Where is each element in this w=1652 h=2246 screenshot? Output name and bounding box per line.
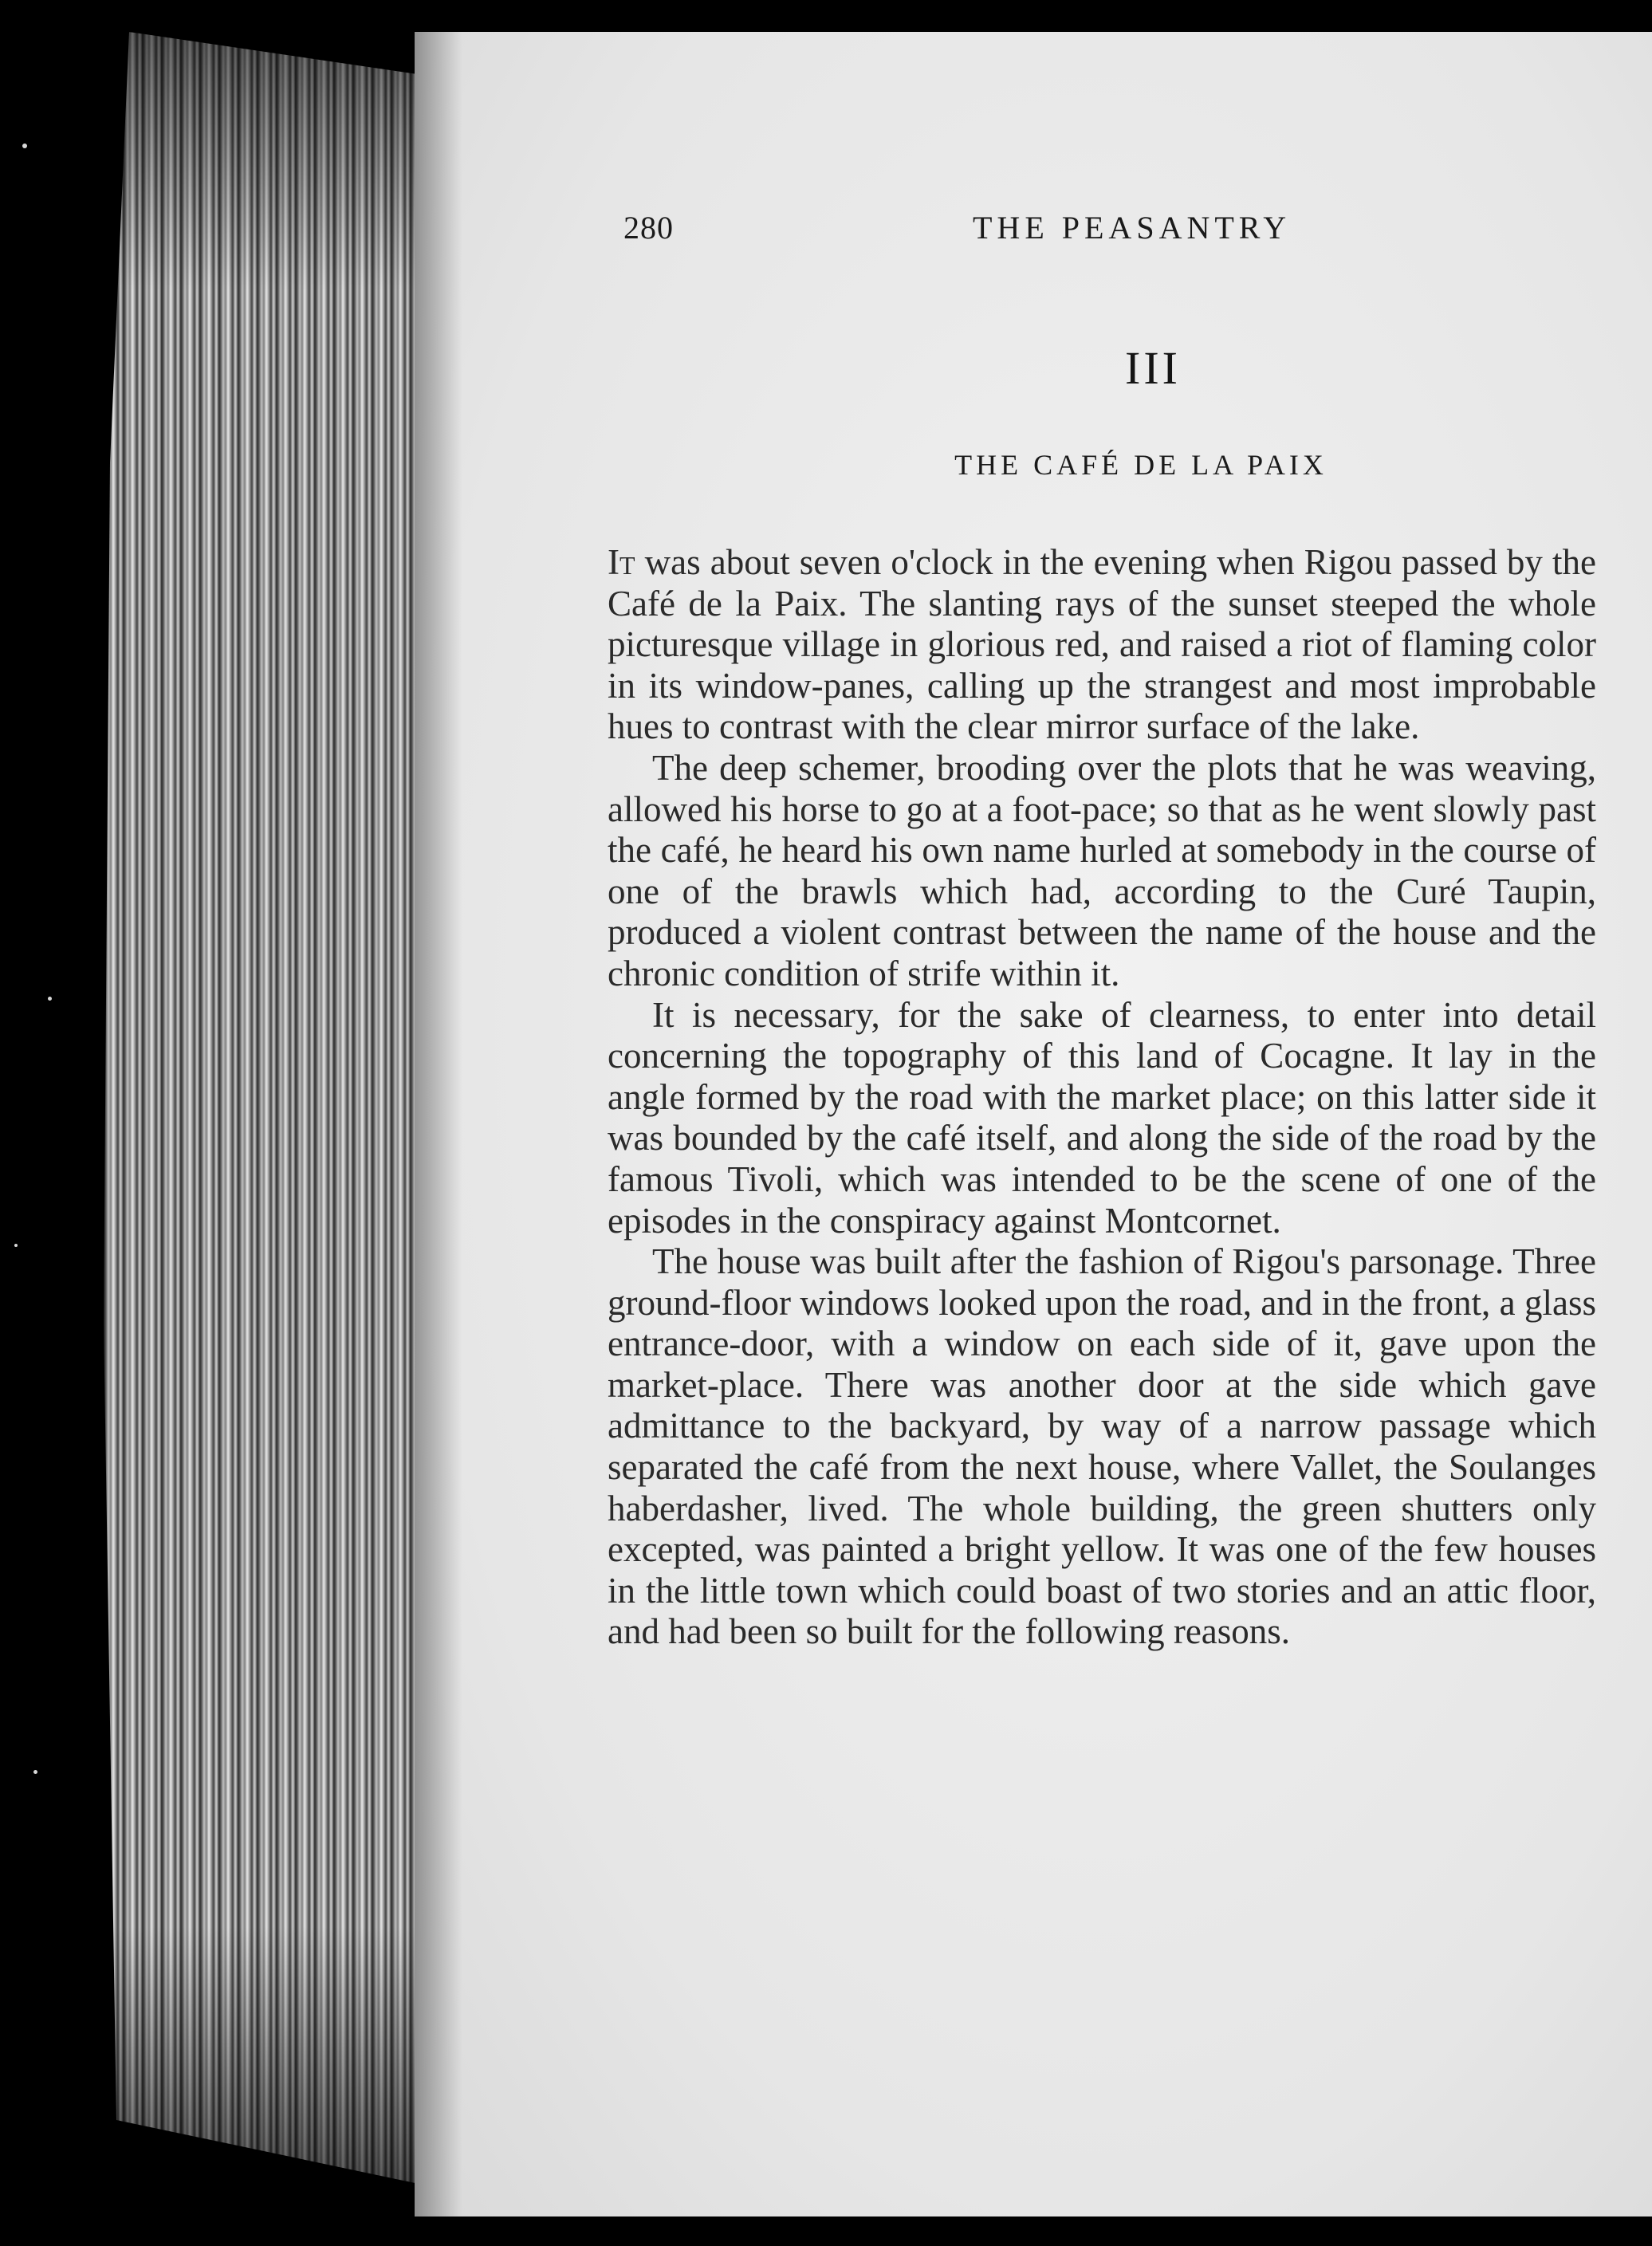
chapter-title: THE CAFÉ DE LA PAIX	[954, 449, 1328, 481]
scan-speck	[14, 1244, 18, 1247]
chapter-number: III	[1125, 342, 1181, 394]
page-surface	[415, 32, 1652, 2216]
paragraph-1	[608, 542, 1596, 748]
page-number: 280	[623, 210, 674, 246]
paragraph-1-text: was about seven o'clock in the evening when Rigou passed by the Café de la Paix. The slanting rays of the sunset steeped the whole picturesque village in glorious red, and raised a riot of flaming color in its window-panes, calling up the strangest and most improbable hues to contrast with the clear mirror surface of the lake.	[608, 542, 1596, 747]
book-page-edges	[104, 32, 423, 2185]
paragraph-2: The deep schemer, brooding over the plots that he was weaving, allowed his horse to go at a foot-pace; so that as he went slowly past the café, he heard his own name hurled at somebody in the course of one of the brawls which had, according to the Curé Taupin, produced a violent contrast between the name of the house and the chronic condition of strife within it.	[608, 747, 1596, 993]
scan-speck	[48, 997, 52, 1001]
running-head	[415, 209, 1652, 249]
paragraph-3: It is necessary, for the sake of clearness, to enter into detail concerning the topography of this land of Cocagne. It lay in the angle formed by the road with the market place; on this latter side it was bounded by the café itself, and along the side of the road by the famous Tivoli, which was intended to be the scene of one of the episodes in the conspiracy against Montcornet.	[608, 994, 1596, 1241]
paragraph-4: The house was built after the fashion of Rigou's parsonage. Three ground-floor windows looked upon the road, and in the front, a glass entrance-door, with a window on each side of it, gave upon the market-place. There was another door at the side which gave admittance to the backyard, by way of a narrow passage which separated the café from the next house, where Vallet, the Soulanges haberdasher, lived. The whole building, the green shutters only excepted, was painted a bright yellow. It was one of the few houses in the little town which could boast of two stories and an attic floor, and had been so built for the following reasons.	[608, 1241, 1596, 1652]
scan-speck	[33, 1770, 37, 1774]
scan-speck	[22, 144, 27, 148]
body-text	[608, 542, 1596, 1653]
paragraph-1-lead: It	[608, 542, 635, 582]
running-title: THE PEASANTRY	[973, 210, 1292, 246]
